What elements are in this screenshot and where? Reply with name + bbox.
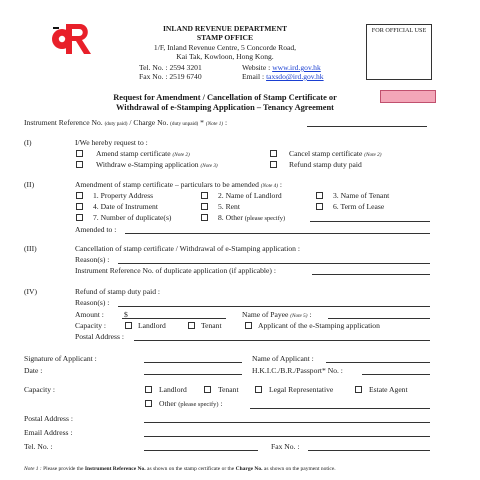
form-title-line-1: Request for Amendment / Cancellation of Stamp Certificate or <box>113 93 337 102</box>
charge-duty-unpaid: (duty unpaid) <box>170 121 199 127</box>
note-1-label: Note 1 : <box>24 466 42 472</box>
section-4-postal-label: Postal Address : <box>75 332 124 341</box>
postal-address-field[interactable] <box>144 422 430 423</box>
refund-tenant-checkbox[interactable] <box>188 322 195 329</box>
section-1-heading: I/We hereby request to : <box>75 138 148 147</box>
section-4-reasons-field[interactable] <box>118 306 430 307</box>
payee-colon: : <box>309 310 312 319</box>
form-code-tag <box>380 90 436 103</box>
address-line-1: 1/F, Inland Revenue Centre, 5 Concorde Road, <box>153 43 297 52</box>
estate-agent-checkbox[interactable] <box>355 386 362 393</box>
other-text: 8. Other <box>218 213 243 222</box>
email-address-field[interactable] <box>144 436 430 437</box>
email-link[interactable]: taxsdo@ird.gov.hk <box>266 72 324 81</box>
section-3-reasons-label: Reason(s) : <box>75 255 110 264</box>
amended-to-field[interactable] <box>125 233 430 234</box>
section-4-heading: Refund of stamp duty paid : <box>75 287 160 296</box>
section-2-text: Amendment of stamp certificate – particulars to be amended <box>75 180 259 189</box>
date-label: Date : <box>24 366 43 375</box>
ref-colon: : <box>224 118 228 127</box>
applicant-other-field[interactable] <box>250 408 430 409</box>
ref-note: (Note 1) <box>205 121 224 127</box>
date-field[interactable] <box>144 374 242 375</box>
section-4-postal-field[interactable] <box>134 340 430 341</box>
office-name: STAMP OFFICE <box>196 33 254 42</box>
reference-line <box>24 118 227 127</box>
ref-asterisk: * <box>200 118 204 127</box>
id-number-label: H.K.I.C./B.R./Passport* No. : <box>252 366 343 375</box>
applicant-other-label <box>159 399 223 408</box>
currency-symbol: $ <box>124 310 128 319</box>
section-3-number: (III) <box>24 244 37 253</box>
logo-hole <box>59 36 65 42</box>
tel-number: Tel. No. : 2594 3201 <box>139 63 202 72</box>
duplicate-ref-field[interactable] <box>312 274 430 275</box>
refund-applicant-checkbox[interactable] <box>245 322 252 329</box>
cancel-certificate-checkbox[interactable] <box>270 150 277 157</box>
fax-no-label: Fax No. : <box>271 442 300 451</box>
footnote-1 <box>24 466 336 472</box>
address-line-2: Kai Tak, Kowloon, Hong Kong. <box>176 52 274 61</box>
applicant-landlord-checkbox[interactable] <box>145 386 152 393</box>
instrument-date-checkbox[interactable] <box>76 203 83 210</box>
logo-bar <box>53 27 59 29</box>
amend-note: (Note 2) <box>172 152 190 158</box>
duplicate-ref-label: Instrument Reference No. of duplicate application (if applicable) : <box>75 266 276 275</box>
website-link[interactable]: www.ird.gov.hk <box>272 63 321 72</box>
withdraw-text: Withdraw e-Stamping application <box>96 160 199 169</box>
applicant-other-specify: (please specify) <box>178 401 219 408</box>
tenant-name-checkbox[interactable] <box>316 192 323 199</box>
charge-label: / Charge No. <box>129 118 169 127</box>
rent-label: 5. Rent <box>218 202 240 211</box>
cancel-text: Cancel stamp certificate <box>289 149 363 158</box>
refund-duty-checkbox[interactable] <box>270 161 277 168</box>
estate-agent-label: Estate Agent <box>369 385 408 394</box>
note-1-text-a: Please provide the <box>43 466 84 472</box>
amount-label: Amount : <box>75 310 104 319</box>
refund-landlord-label: Landlord <box>138 321 166 330</box>
signature-field[interactable] <box>144 362 242 363</box>
official-use-label: FOR OFFICIAL USE <box>371 27 427 34</box>
ird-logo <box>51 21 93 57</box>
section-3-reasons-field[interactable] <box>118 263 430 264</box>
section-2-number: (II) <box>24 180 35 189</box>
payee-text: Name of Payee <box>242 310 289 319</box>
note-1-text-c: as shown on the stamp certificate or the <box>147 466 235 472</box>
duplicates-checkbox[interactable] <box>76 214 83 221</box>
section-4-number: (IV) <box>24 287 38 296</box>
applicant-tenant-checkbox[interactable] <box>204 386 211 393</box>
lease-term-label: 6. Term of Lease <box>333 202 385 211</box>
other-particular-checkbox[interactable] <box>201 214 208 221</box>
withdraw-application-label <box>96 160 218 169</box>
section-4-capacity-label: Capacity : <box>75 321 106 330</box>
amount-field[interactable] <box>122 318 226 319</box>
property-address-label: 1. Property Address <box>93 191 154 200</box>
section-1-number: (I) <box>24 138 32 147</box>
ref-duty-paid: (duty paid) <box>104 121 128 127</box>
amended-to-label: Amended to : <box>75 225 117 234</box>
email-address-label: Email Address : <box>24 428 73 437</box>
section-2-heading <box>75 180 282 189</box>
other-particular-field[interactable] <box>310 221 430 222</box>
section-4-reasons-label: Reason(s) : <box>75 298 110 307</box>
refund-landlord-checkbox[interactable] <box>125 322 132 329</box>
official-use-box <box>366 24 432 80</box>
payee-label <box>242 310 311 319</box>
applicant-tenant-label: Tenant <box>218 385 239 394</box>
landlord-name-checkbox[interactable] <box>201 192 208 199</box>
withdraw-note: (Note 3) <box>200 163 218 169</box>
website-label: Website : <box>242 63 271 72</box>
ref-label: Instrument Reference No. <box>24 118 103 127</box>
section-3-heading: Cancellation of stamp certificate / Withdrawal of e-Stamping application : <box>75 244 300 253</box>
tenant-name-label: 3. Name of Tenant <box>333 191 390 200</box>
property-address-checkbox[interactable] <box>76 192 83 199</box>
note-1-text-e: as shown on the payment notice. <box>263 466 336 472</box>
tel-no-field[interactable] <box>144 450 258 451</box>
refund-applicant-label: Applicant of the e-Stamping application <box>258 321 380 330</box>
applicant-other-text: Other <box>159 399 177 408</box>
note-1-text-b: Instrument Reference No. <box>84 466 146 472</box>
amend-certificate-checkbox[interactable] <box>76 150 83 157</box>
rent-checkbox[interactable] <box>201 203 208 210</box>
amend-text: Amend stamp certificate <box>96 149 171 158</box>
note-1-text-d: Charge No. <box>235 466 263 472</box>
refund-duty-label: Refund stamp duty paid <box>289 160 362 169</box>
email-label: Email : <box>242 72 265 81</box>
website-row <box>242 63 321 72</box>
withdraw-application-checkbox[interactable] <box>76 161 83 168</box>
applicant-other-colon: : <box>220 399 223 408</box>
logo-r-letter <box>66 24 91 54</box>
dept-name: INLAND REVENUE DEPARTMENT <box>162 24 288 33</box>
signature-label: Signature of Applicant : <box>24 354 97 363</box>
reference-number-field[interactable] <box>307 126 427 127</box>
tel-no-label: Tel. No. : <box>24 442 53 451</box>
postal-address-label: Postal Address : <box>24 414 73 423</box>
applicant-other-checkbox[interactable] <box>145 400 152 407</box>
applicant-name-field[interactable] <box>326 362 430 363</box>
amend-certificate-label <box>96 149 190 158</box>
legal-representative-checkbox[interactable] <box>255 386 262 393</box>
payee-note: (Note 5) <box>290 313 308 319</box>
fax-number: Fax No. : 2519 6740 <box>139 72 202 81</box>
section-2-colon: : <box>279 180 282 189</box>
instrument-date-label: 4. Date of Instrument <box>93 202 158 211</box>
landlord-name-label: 2. Name of Landlord <box>218 191 282 200</box>
refund-tenant-label: Tenant <box>201 321 222 330</box>
other-specify: (please specify) <box>244 215 286 222</box>
applicant-name-label: Name of Applicant : <box>252 354 314 363</box>
applicant-capacity-label: Capacity : <box>24 385 55 394</box>
cancel-note: (Note 2) <box>364 152 382 158</box>
lease-term-checkbox[interactable] <box>316 203 323 210</box>
fax-no-field[interactable] <box>308 450 430 451</box>
duplicates-label: 7. Number of duplicate(s) <box>93 213 172 222</box>
form-title-line-2: Withdrawal of e-Stamping Application – Tenancy Agreement <box>116 103 334 112</box>
id-number-field[interactable] <box>362 374 430 375</box>
cancel-certificate-label <box>289 149 381 158</box>
applicant-landlord-label: Landlord <box>159 385 187 394</box>
email-row <box>242 72 324 81</box>
legal-representative-label: Legal Representative <box>269 385 334 394</box>
other-particular-label <box>218 213 285 222</box>
payee-field[interactable] <box>328 318 430 319</box>
section-2-note: (Note 4) <box>260 183 278 189</box>
